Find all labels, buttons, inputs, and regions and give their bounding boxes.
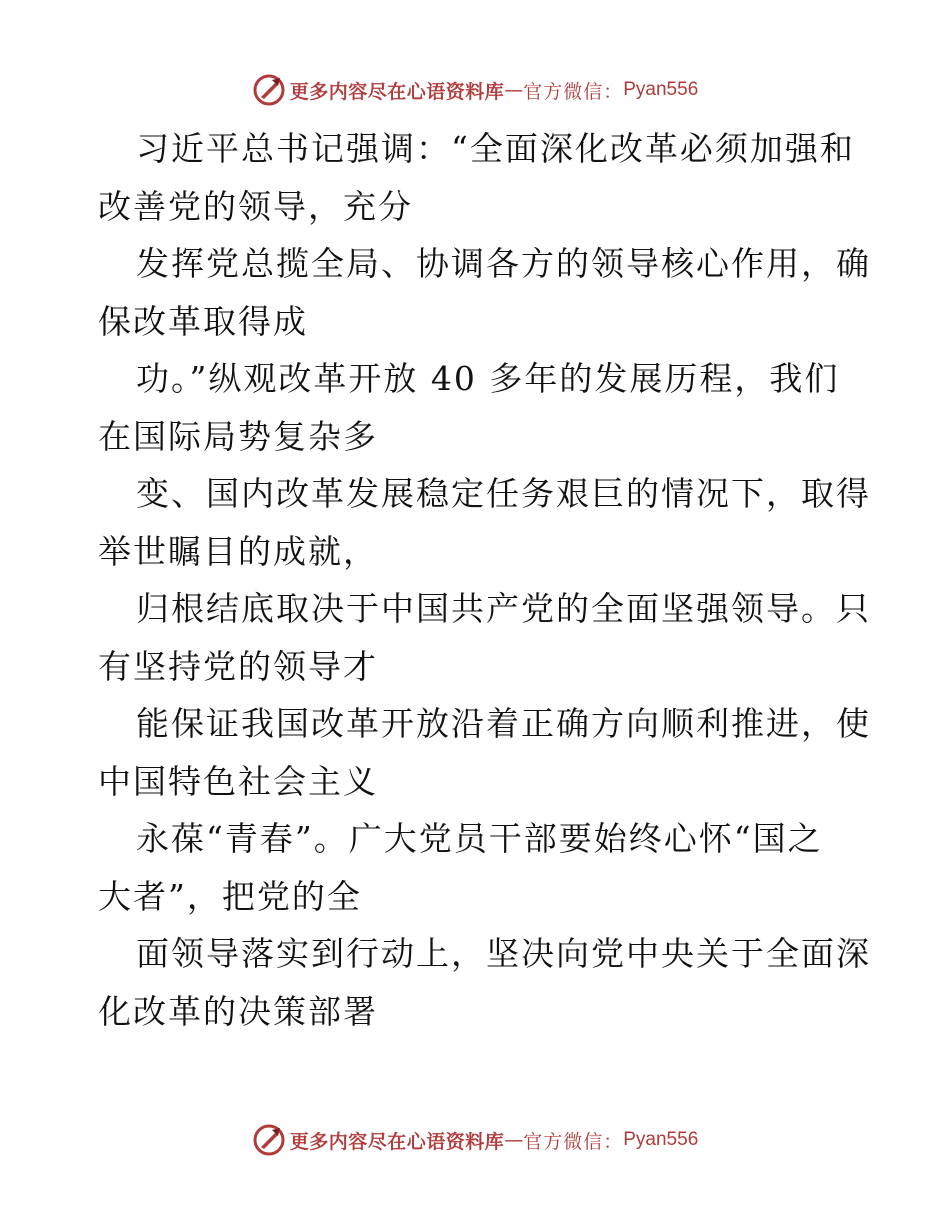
body-line: 化改革的决策部署 xyxy=(98,991,378,1031)
body-line: 在国际局势复杂多 xyxy=(98,416,378,456)
footer-site-name: 更多内容尽在心语资料库 xyxy=(289,1130,505,1153)
body-line: 保改革取得成 xyxy=(98,301,308,341)
body-line: 习近平总书记强调：“全面深化改革必须加强和 xyxy=(136,129,855,168)
body-line: 归根结底取决于中国共产党的全面坚强领导。只 xyxy=(136,589,871,628)
header-site-name: 更多内容尽在心语资料库 xyxy=(289,80,505,103)
body-line: 改善党的领导，充分 xyxy=(98,186,413,226)
body-line: 变、国内改革发展稳定任务艰巨的情况下，取得 xyxy=(136,474,871,513)
body-line: 能保证我国改革开放沿着正确方向顺利推进，使 xyxy=(136,704,871,743)
body-line: 永葆“青春”。广大党员干部要始终心怀“国之 xyxy=(136,819,823,858)
quill-logo-icon xyxy=(252,73,286,107)
document-body xyxy=(98,120,871,1040)
body-line: 功。”纵观改革开放 40 多年的发展历程，我们 xyxy=(136,359,840,398)
footer-banner xyxy=(0,1120,950,1160)
footer-wechat-id: Pyan556 xyxy=(623,1129,699,1150)
header-wechat-id: Pyan556 xyxy=(623,79,699,100)
header-wechat-label: 官方微信： xyxy=(523,80,624,103)
body-line: 面领导落实到行动上，坚决向党中央关于全面深 xyxy=(136,934,871,973)
body-line: 举世瞩目的成就， xyxy=(98,531,378,571)
header-dash: — xyxy=(504,79,524,101)
quill-logo-icon xyxy=(252,1123,286,1157)
body-line: 有坚持党的领导才 xyxy=(98,646,378,686)
body-line: 大者”，把党的全 xyxy=(98,876,362,916)
body-line: 中国特色社会主义 xyxy=(98,761,378,801)
body-line: 发挥党总揽全局、协调各方的领导核心作用，确 xyxy=(136,244,871,283)
header-banner xyxy=(0,70,950,110)
footer-dash: — xyxy=(504,1129,524,1151)
footer-wechat-label: 官方微信： xyxy=(523,1130,624,1153)
